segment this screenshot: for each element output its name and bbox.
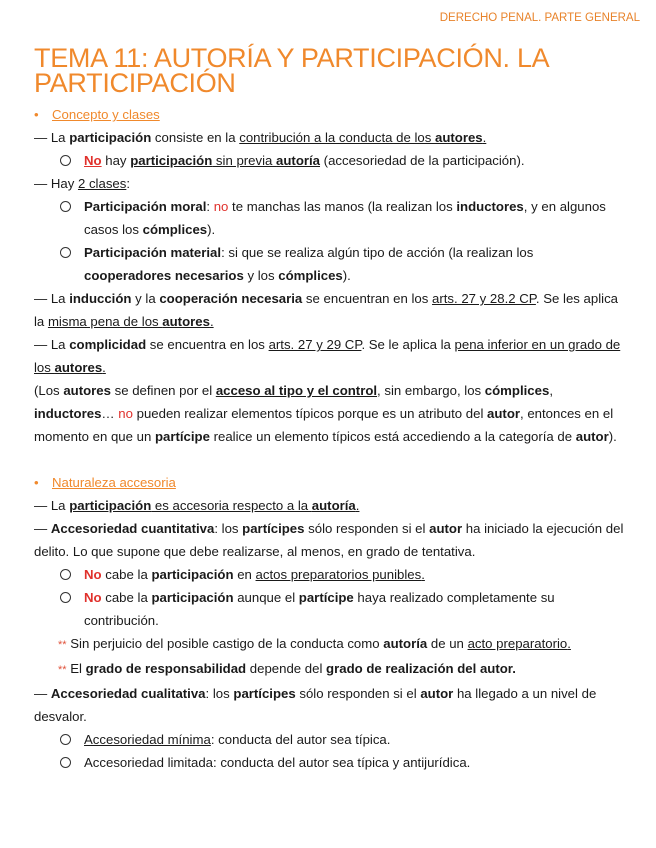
list-item: Participación material: si que se realiza algún tipo de acción (la realizan los cooperadores necesarios y los cómplices). [34, 241, 624, 287]
paragraph-complicidad: — La complicidad se encuentra en los arts. 27 y 29 CP. Se le aplica la pena inferior en un grado de los autores. [34, 337, 621, 375]
paragraph-accesoria: — La participación es accesoria respecto a la autoría. [34, 498, 360, 513]
list-item: No hay participación sin previa autoría (accesoriedad de la participación). [34, 149, 624, 172]
page-header: DERECHO PENAL. PARTE GENERAL [439, 12, 640, 24]
section-heading-naturaleza: • Naturaleza accesoria [34, 471, 624, 494]
paragraph-cualitativa: — Accesoriedad cualitativa: los partícipes sólo responden si el autor ha llegado a un nivel de desvalor. [34, 686, 597, 724]
note-item: ** Sin perjuicio del posible castigo de la conducta como autoría de un acto preparatorio. [58, 636, 571, 651]
spacer [34, 448, 624, 471]
list-item: Participación moral: no te manchas las manos (la realizan los inductores, y en algunos casos los cómplices). [34, 195, 624, 241]
list-item: Accesoriedad limitada: conducta del autor sea típica y antijurídica. [34, 751, 624, 774]
paragraph-cuantitativa: — Accesoriedad cuantitativa: los partícipes sólo responden si el autor ha iniciado la ejecución del delito. Lo que supone que debe realizarse, al menos, en grado de tentativa. [34, 521, 624, 559]
circle-bullet-icon [60, 155, 71, 166]
bullet-dot: • [34, 475, 39, 490]
note-item: ** El grado de responsabilidad depende del grado de realización del autor. [58, 661, 516, 676]
circle-bullet-icon [60, 592, 71, 603]
circle-bullet-icon [60, 569, 71, 580]
paragraph-induccion: — La inducción y la cooperación necesaria se encuentran en los arts. 27 y 28.2 CP. Se les aplica la misma pena de los autores. [34, 291, 618, 329]
circle-bullet-icon [60, 247, 71, 258]
paragraph-autores: (Los autores se definen por el acceso al tipo y el control, sin embargo, los cómplices, inductores… no pueden realizar elementos típicos porque es un atributo del autor, entonces en el momento en que un partícipe realice un elemento típicos está accediendo a la categoría de autor). [34, 383, 617, 444]
paragraph-clases: — Hay 2 clases: [34, 176, 131, 191]
list-item: No cabe la participación aunque el partícipe haya realizado completamente su contribución. [34, 586, 624, 632]
circle-bullet-icon [60, 201, 71, 212]
list-item: No cabe la participación en actos preparatorios punibles. [34, 563, 624, 586]
list-item: Accesoriedad mínima: conducta del autor sea típica. [34, 728, 624, 751]
section-heading-concepto: • Concepto y clases [34, 103, 624, 126]
page-title: TEMA 11: AUTORÍA Y PARTICIPACIÓN. LA PARTICIPACIÓN [34, 43, 548, 98]
circle-bullet-icon [60, 734, 71, 745]
bullet-dot: • [34, 107, 39, 122]
circle-bullet-icon [60, 757, 71, 768]
document-body [34, 103, 624, 774]
paragraph-participacion: — La participación consiste en la contribución a la conducta de los autores. [34, 130, 487, 145]
